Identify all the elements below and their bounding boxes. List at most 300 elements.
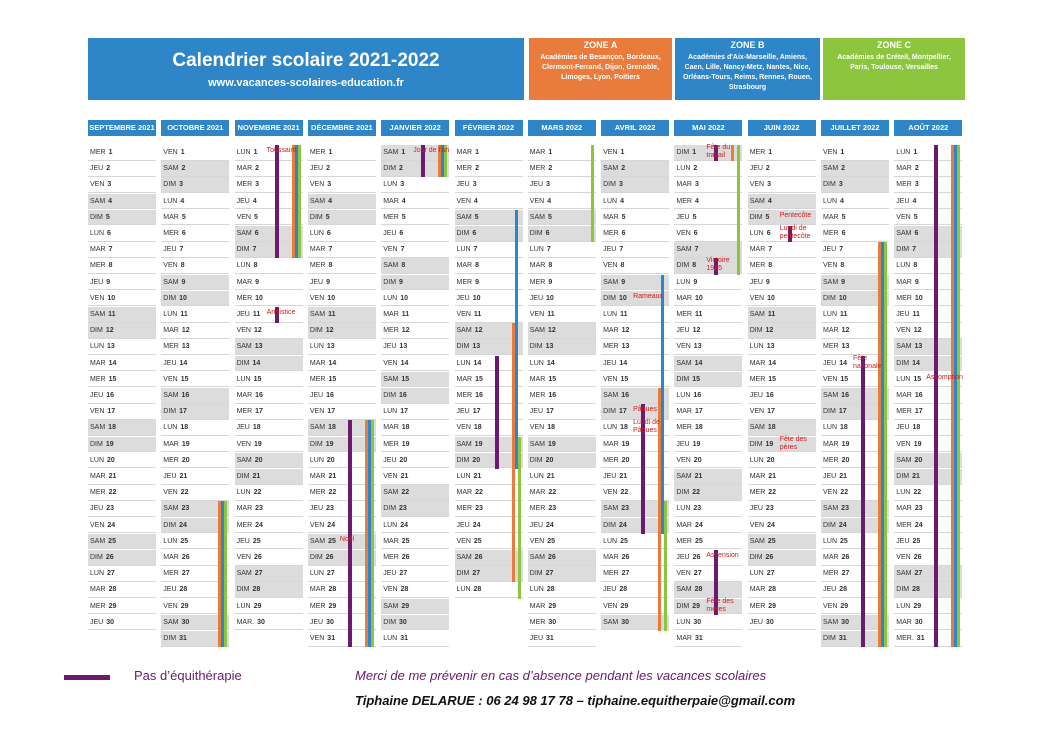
holiday-label: Assomption — [926, 373, 963, 381]
day-cell: MAR 28 — [308, 582, 376, 598]
day-cell: SAM 21 — [674, 469, 742, 485]
day-cell: LUN 20 — [308, 453, 376, 469]
day-cell: SAM 23 — [601, 501, 669, 517]
day-cell: MAR 3 — [674, 177, 742, 193]
day-cell: MAR 7 — [308, 242, 376, 258]
day-cell: SAM 30 — [821, 615, 889, 631]
day-cell: LUN 1 — [894, 145, 962, 161]
day-cell: SAM 5 — [455, 210, 523, 226]
day-cell: JEU 25 — [894, 534, 962, 550]
holiday-label: Armistice — [266, 309, 296, 316]
day-cell: VEN 5 — [235, 210, 303, 226]
day-cell: MAR 12 — [601, 323, 669, 339]
day-cell: VEN 17 — [88, 404, 156, 420]
day-cell: LUN 11 — [601, 307, 669, 323]
day-cell: MAR 2 — [894, 161, 962, 177]
day-cell: MAR 16 — [894, 388, 962, 404]
day-cell: SAM 14 — [674, 356, 742, 372]
day-cell: DIM 31 — [821, 631, 889, 647]
day-cell: MER 4 — [674, 194, 742, 210]
day-cell: JEU 6 — [381, 226, 449, 242]
holiday-label: Jour de l'an — [413, 147, 450, 154]
day-cell: MER 29 — [748, 599, 816, 615]
day-cell: MAR 14 — [748, 356, 816, 372]
day-cell: DIM 10 — [821, 291, 889, 307]
day-cell: JEU 17 — [528, 404, 596, 420]
day-cell: SAM 16 — [821, 388, 889, 404]
day-cell: JEU 3 — [528, 177, 596, 193]
day-cell: VEN 4 — [528, 194, 596, 210]
zone-c-vacation-bar — [591, 145, 594, 242]
day-cell: MER 6 — [601, 226, 669, 242]
day-cell: LUN 24 — [381, 518, 449, 534]
day-cell: SAM 2 — [161, 161, 229, 177]
day-cell: VEN 8 — [601, 258, 669, 274]
day-cell: SAM 6 — [894, 226, 962, 242]
day-cell: JEU 21 — [821, 469, 889, 485]
day-cell: MAR. 30 — [235, 615, 303, 631]
day-cell: SAM 13 — [894, 339, 962, 355]
day-cell: SAM 23 — [161, 501, 229, 517]
day-cell: MER 15 — [88, 372, 156, 388]
day-cell: JEU 4 — [235, 194, 303, 210]
day-cell: JEU 26 — [674, 550, 742, 566]
day-cell: JEU 2 — [748, 161, 816, 177]
day-cell: JEU 9 — [308, 275, 376, 291]
day-cell: MER 8 — [308, 258, 376, 274]
day-cell: JEU 9 — [88, 275, 156, 291]
day-cell: MAR 9 — [894, 275, 962, 291]
day-cell: LUN 21 — [528, 469, 596, 485]
day-cell: SAM 29 — [381, 599, 449, 615]
day-cell: MAR 19 — [821, 437, 889, 453]
day-cell: JEU 25 — [235, 534, 303, 550]
day-cell: JEU 4 — [894, 194, 962, 210]
day-cell: MER 22 — [748, 485, 816, 501]
day-cell: DIM 24 — [161, 518, 229, 534]
zone-b-vacation-bar — [515, 210, 518, 469]
day-cell: MER 17 — [235, 404, 303, 420]
day-cell: DIM 14 — [235, 356, 303, 372]
day-cell: DIM 21 — [235, 469, 303, 485]
day-cell: VEN 12 — [235, 323, 303, 339]
day-cell: LUN 17 — [381, 404, 449, 420]
day-cell: LUN 20 — [88, 453, 156, 469]
day-cell: VEN 20 — [674, 453, 742, 469]
day-cell: LUN 4 — [821, 194, 889, 210]
no-therapy-bar — [934, 145, 938, 647]
day-cell: MAR 26 — [601, 550, 669, 566]
website-url: www.vacances-scolaires-education.fr — [208, 77, 404, 89]
day-cell: LUN 14 — [528, 356, 596, 372]
holiday-label: Victoire 1945 — [706, 257, 730, 273]
day-cell: MER 24 — [894, 518, 962, 534]
day-cell: VEN 24 — [88, 518, 156, 534]
day-cell: MER 15 — [748, 372, 816, 388]
day-cell: JEU 2 — [308, 161, 376, 177]
day-cell: LUN 25 — [601, 534, 669, 550]
zone-c-vacation-bar — [518, 437, 521, 599]
day-cell: DIM 12 — [748, 323, 816, 339]
zone-c-vacation-bar — [298, 145, 301, 258]
day-cell: VEN 15 — [821, 372, 889, 388]
day-cell: LUN 11 — [821, 307, 889, 323]
month-header: DÉCEMBRE 2021 — [308, 120, 376, 136]
day-cell: DIM 6 — [455, 226, 523, 242]
day-cell: DIM 1 — [674, 145, 742, 161]
day-cell: LUN 31 — [381, 631, 449, 647]
day-cell: MER 3 — [235, 177, 303, 193]
day-cell: MER 30 — [528, 615, 596, 631]
day-cell: MER 20 — [601, 453, 669, 469]
day-cell: JEU 16 — [308, 388, 376, 404]
day-cell: DIM 8 — [674, 258, 742, 274]
day-cell: SAM 15 — [381, 372, 449, 388]
holiday-label: Lundi de Pâques — [633, 419, 660, 435]
day-cell: MAR 15 — [528, 372, 596, 388]
day-cell: DIM 5 — [308, 210, 376, 226]
day-cell: MAR 11 — [381, 307, 449, 323]
day-cell: SAM 12 — [455, 323, 523, 339]
day-cell: DIM 17 — [161, 404, 229, 420]
day-cell: MAR 21 — [748, 469, 816, 485]
day-cell: MAR 21 — [308, 469, 376, 485]
day-cell: JEU 23 — [748, 501, 816, 517]
day-cell: MAR 30 — [894, 615, 962, 631]
day-cell: DIM 5 — [748, 210, 816, 226]
day-cell: VEN 5 — [894, 210, 962, 226]
day-cell: VEN 3 — [308, 177, 376, 193]
day-cell: MER 27 — [821, 566, 889, 582]
month-header: AVRIL 2022 — [601, 120, 669, 136]
day-cell: SAM 27 — [894, 566, 962, 582]
day-cell: JEU 11 — [894, 307, 962, 323]
day-cell: MAR 28 — [748, 582, 816, 598]
day-cell: MER. 31 — [894, 631, 962, 647]
day-cell: LUN 25 — [821, 534, 889, 550]
day-cell: JEU 30 — [748, 615, 816, 631]
month-header: AOÛT 2022 — [894, 120, 962, 136]
day-cell: LUN 7 — [455, 242, 523, 258]
day-cell: VEN 1 — [161, 145, 229, 161]
day-cell: DIM 29 — [674, 599, 742, 615]
day-cell: SAM 26 — [528, 550, 596, 566]
day-cell: LUN 6 — [308, 226, 376, 242]
day-cell: VEN 25 — [455, 534, 523, 550]
day-cell: LUN 14 — [455, 356, 523, 372]
day-cell: MAR 22 — [528, 485, 596, 501]
day-cell: LUN 15 — [894, 372, 962, 388]
day-cell: JEU 7 — [161, 242, 229, 258]
day-cell: SAM 8 — [381, 258, 449, 274]
day-cell: DIM 13 — [528, 339, 596, 355]
day-cell: MAR 29 — [528, 599, 596, 615]
day-cell: DIM 7 — [894, 242, 962, 258]
day-cell: JEU 10 — [455, 291, 523, 307]
day-cell: VEN 27 — [674, 566, 742, 582]
day-cell: JEU 13 — [381, 339, 449, 355]
day-cell: VEN 18 — [455, 420, 523, 436]
day-cell: MER 2 — [528, 161, 596, 177]
day-cell: MER 8 — [748, 258, 816, 274]
holiday-label: Noël — [339, 535, 355, 543]
day-cell: LUN 7 — [528, 242, 596, 258]
day-cell: LUN 6 — [748, 226, 816, 242]
day-cell: VEN 10 — [308, 291, 376, 307]
day-cell: MER 8 — [88, 258, 156, 274]
day-cell: DIM 12 — [88, 323, 156, 339]
day-cell: MAR 23 — [894, 501, 962, 517]
day-cell: MER 27 — [161, 566, 229, 582]
day-cell: SAM 28 — [674, 582, 742, 598]
day-cell: VEN 21 — [381, 469, 449, 485]
day-cell: JEU 7 — [821, 242, 889, 258]
day-cell: DIM 27 — [455, 566, 523, 582]
day-cell: VEN 24 — [748, 518, 816, 534]
day-cell: MER 5 — [381, 210, 449, 226]
day-cell: LUN 10 — [381, 291, 449, 307]
contact-info: Tiphaine DELARUE : 06 24 98 17 78 – tiphaine.equitherpaie@gmail.com — [355, 693, 796, 708]
day-cell: MAR 5 — [821, 210, 889, 226]
day-cell: VEN 24 — [308, 518, 376, 534]
day-cell: VEN 8 — [161, 258, 229, 274]
day-cell: MAR 31 — [674, 631, 742, 647]
day-cell: JEU 11 — [235, 307, 303, 323]
day-cell: VEN 3 — [88, 177, 156, 193]
holiday-label: Fête des mères — [706, 597, 734, 613]
day-cell: MAR 16 — [235, 388, 303, 404]
day-cell: DIM 26 — [748, 550, 816, 566]
day-cell: JEU 3 — [455, 177, 523, 193]
day-cell: DIM 19 — [748, 437, 816, 453]
holiday-label: Ascension — [706, 552, 739, 559]
holiday-label: Pentecôte — [779, 211, 812, 219]
day-cell: SAM 27 — [235, 566, 303, 582]
day-cell: JEU 2 — [88, 161, 156, 177]
day-cell: MAR 10 — [674, 291, 742, 307]
day-cell: VEN 26 — [235, 550, 303, 566]
day-cell: JEU 16 — [748, 388, 816, 404]
day-cell: JEU 21 — [601, 469, 669, 485]
day-cell: MAR 14 — [308, 356, 376, 372]
day-cell: LUN 1 — [235, 145, 303, 161]
day-cell: MAR 8 — [455, 258, 523, 274]
day-cell: JEU 28 — [821, 582, 889, 598]
day-cell: MAR 7 — [88, 242, 156, 258]
day-cell: DIM 22 — [674, 485, 742, 501]
no-therapy-legend-swatch — [64, 675, 110, 680]
day-cell: DIM 10 — [601, 291, 669, 307]
day-cell: MAR 8 — [528, 258, 596, 274]
day-cell: DIM 19 — [88, 437, 156, 453]
day-cell: SAM 9 — [161, 275, 229, 291]
zone-c-vacation-bar — [737, 145, 740, 275]
day-cell: DIM 27 — [528, 566, 596, 582]
day-cell: JEU 9 — [748, 275, 816, 291]
day-cell: DIM 9 — [381, 275, 449, 291]
day-cell: VEN 11 — [455, 307, 523, 323]
day-cell: MER 23 — [455, 501, 523, 517]
day-cell: MER 16 — [455, 388, 523, 404]
day-cell: LUN 8 — [235, 258, 303, 274]
day-cell: VEN 15 — [601, 372, 669, 388]
day-cell: MER 27 — [601, 566, 669, 582]
day-cell: VEN 14 — [381, 356, 449, 372]
day-cell: VEN 29 — [601, 599, 669, 615]
day-cell: LUN 18 — [821, 420, 889, 436]
day-cell: VEN 17 — [748, 404, 816, 420]
day-cell: MER 10 — [894, 291, 962, 307]
day-cell: JEU 5 — [674, 210, 742, 226]
day-cell: LUN 18 — [601, 420, 669, 436]
day-cell: DIM 20 — [528, 453, 596, 469]
day-cell: LUN 15 — [235, 372, 303, 388]
zone-a-academies: Académies de Besançon, Bordeaux, Clermont-Ferrand, Dijon, Grenoble, Limoges, Lyon, Poitiers — [540, 54, 661, 81]
day-cell: VEN 29 — [161, 599, 229, 615]
day-cell: MAR 15 — [455, 372, 523, 388]
day-cell: DIM 31 — [161, 631, 229, 647]
day-cell: MER 1 — [308, 145, 376, 161]
month-header: JUIN 2022 — [748, 120, 816, 136]
day-cell: VEN 4 — [455, 194, 523, 210]
day-cell: DIM 7 — [235, 242, 303, 258]
day-cell: MAR 12 — [161, 323, 229, 339]
month-header: MAI 2022 — [674, 120, 742, 136]
holiday-label: Lundi de pentecôte — [779, 225, 811, 240]
day-cell: LUN 2 — [674, 161, 742, 177]
zone-a-title: ZONE A — [583, 40, 618, 50]
day-cell: SAM 7 — [674, 242, 742, 258]
day-cell: MER 13 — [821, 339, 889, 355]
holiday-label: Fête du travail — [706, 144, 731, 159]
day-cell: DIM 3 — [821, 177, 889, 193]
day-cell: DIM 24 — [821, 518, 889, 534]
zone-b-vacation-bar — [661, 275, 664, 534]
day-cell: LUN 30 — [674, 615, 742, 631]
day-cell: JEU 30 — [308, 615, 376, 631]
day-cell: MER 2 — [455, 161, 523, 177]
day-cell: VEN 1 — [601, 145, 669, 161]
day-cell: SAM 16 — [161, 388, 229, 404]
holiday-label: Toussaint — [266, 147, 297, 154]
day-cell: JEU 14 — [821, 356, 889, 372]
day-cell: VEN 19 — [894, 437, 962, 453]
day-cell: JEU 28 — [161, 582, 229, 598]
day-cell: SAM 9 — [821, 275, 889, 291]
day-cell: MAR 4 — [381, 194, 449, 210]
day-cell: VEN 8 — [821, 258, 889, 274]
day-cell: SAM 19 — [455, 437, 523, 453]
day-cell: JEU 23 — [308, 501, 376, 517]
day-cell: LUN 29 — [235, 599, 303, 615]
day-cell: SAM 4 — [308, 194, 376, 210]
day-cell: MAR 17 — [674, 404, 742, 420]
day-cell: SAM 25 — [308, 534, 376, 550]
day-cell: LUN 18 — [161, 420, 229, 436]
day-cell: MAR 7 — [748, 242, 816, 258]
day-cell: SAM 4 — [748, 194, 816, 210]
day-cell: SAM 2 — [601, 161, 669, 177]
day-cell: DIM 16 — [381, 388, 449, 404]
day-cell: SAM 4 — [88, 194, 156, 210]
day-cell: SAM 26 — [455, 550, 523, 566]
day-cell: SAM 20 — [235, 453, 303, 469]
day-cell: SAM 9 — [601, 275, 669, 291]
day-cell: SAM 13 — [235, 339, 303, 355]
day-cell: VEN 6 — [674, 226, 742, 242]
day-cell: SAM 1 — [381, 145, 449, 161]
day-cell: VEN 22 — [601, 485, 669, 501]
day-cell: LUN 8 — [894, 258, 962, 274]
day-cell: LUN 4 — [601, 194, 669, 210]
day-cell: SAM 20 — [894, 453, 962, 469]
day-cell: MAR 18 — [381, 420, 449, 436]
day-cell: DIM 17 — [821, 404, 889, 420]
day-cell: LUN 22 — [235, 485, 303, 501]
day-cell: MAR 9 — [235, 275, 303, 291]
day-cell: JEU 17 — [455, 404, 523, 420]
day-cell: MAR 23 — [235, 501, 303, 517]
day-cell: LUN 23 — [674, 501, 742, 517]
day-cell: VEN 13 — [674, 339, 742, 355]
day-cell: LUN 28 — [528, 582, 596, 598]
day-cell: DIM 20 — [455, 453, 523, 469]
day-cell: DIM 28 — [894, 582, 962, 598]
month-header: OCTOBRE 2021 — [161, 120, 229, 136]
holiday-label: Pâques — [633, 406, 657, 414]
day-cell: DIM 10 — [161, 291, 229, 307]
day-cell: MAR 5 — [161, 210, 229, 226]
day-cell: DIM 13 — [455, 339, 523, 355]
zone-a-box — [529, 38, 672, 100]
day-cell: SAM 2 — [821, 161, 889, 177]
zone-c-vacation-bar — [884, 242, 887, 647]
no-therapy-bar — [495, 356, 499, 469]
month-header: JANVIER 2022 — [381, 120, 449, 136]
day-cell: MAR 1 — [528, 145, 596, 161]
day-cell: VEN 7 — [381, 242, 449, 258]
day-cell: VEN 29 — [821, 599, 889, 615]
day-cell: DIM 15 — [674, 372, 742, 388]
day-cell: MER 20 — [161, 453, 229, 469]
calendar-header — [88, 38, 524, 100]
day-cell: MER 6 — [161, 226, 229, 242]
day-cell: MAR 25 — [381, 534, 449, 550]
day-cell: VEN 25 — [528, 534, 596, 550]
day-cell: SAM 12 — [528, 323, 596, 339]
day-cell: LUN 27 — [88, 566, 156, 582]
day-cell: SAM 5 — [528, 210, 596, 226]
day-cell: MAR 14 — [88, 356, 156, 372]
day-cell: JEU 7 — [601, 242, 669, 258]
day-cell: DIM 21 — [894, 469, 962, 485]
day-cell: MER 16 — [528, 388, 596, 404]
month-header: NOVEMBRE 2021 — [235, 120, 303, 136]
day-cell: MER 20 — [821, 453, 889, 469]
day-cell: DIM 19 — [308, 437, 376, 453]
day-cell: VEN 22 — [821, 485, 889, 501]
day-cell: VEN 31 — [308, 631, 376, 647]
day-cell: MER 29 — [308, 599, 376, 615]
day-cell: MAR 24 — [674, 518, 742, 534]
day-cell: DIM 23 — [381, 501, 449, 517]
day-cell: SAM 23 — [821, 501, 889, 517]
day-cell: JEU 21 — [161, 469, 229, 485]
day-cell: DIM 30 — [381, 615, 449, 631]
day-cell: SAM 11 — [88, 307, 156, 323]
day-cell: LUN 21 — [455, 469, 523, 485]
zone-b-title: ZONE B — [730, 40, 765, 50]
